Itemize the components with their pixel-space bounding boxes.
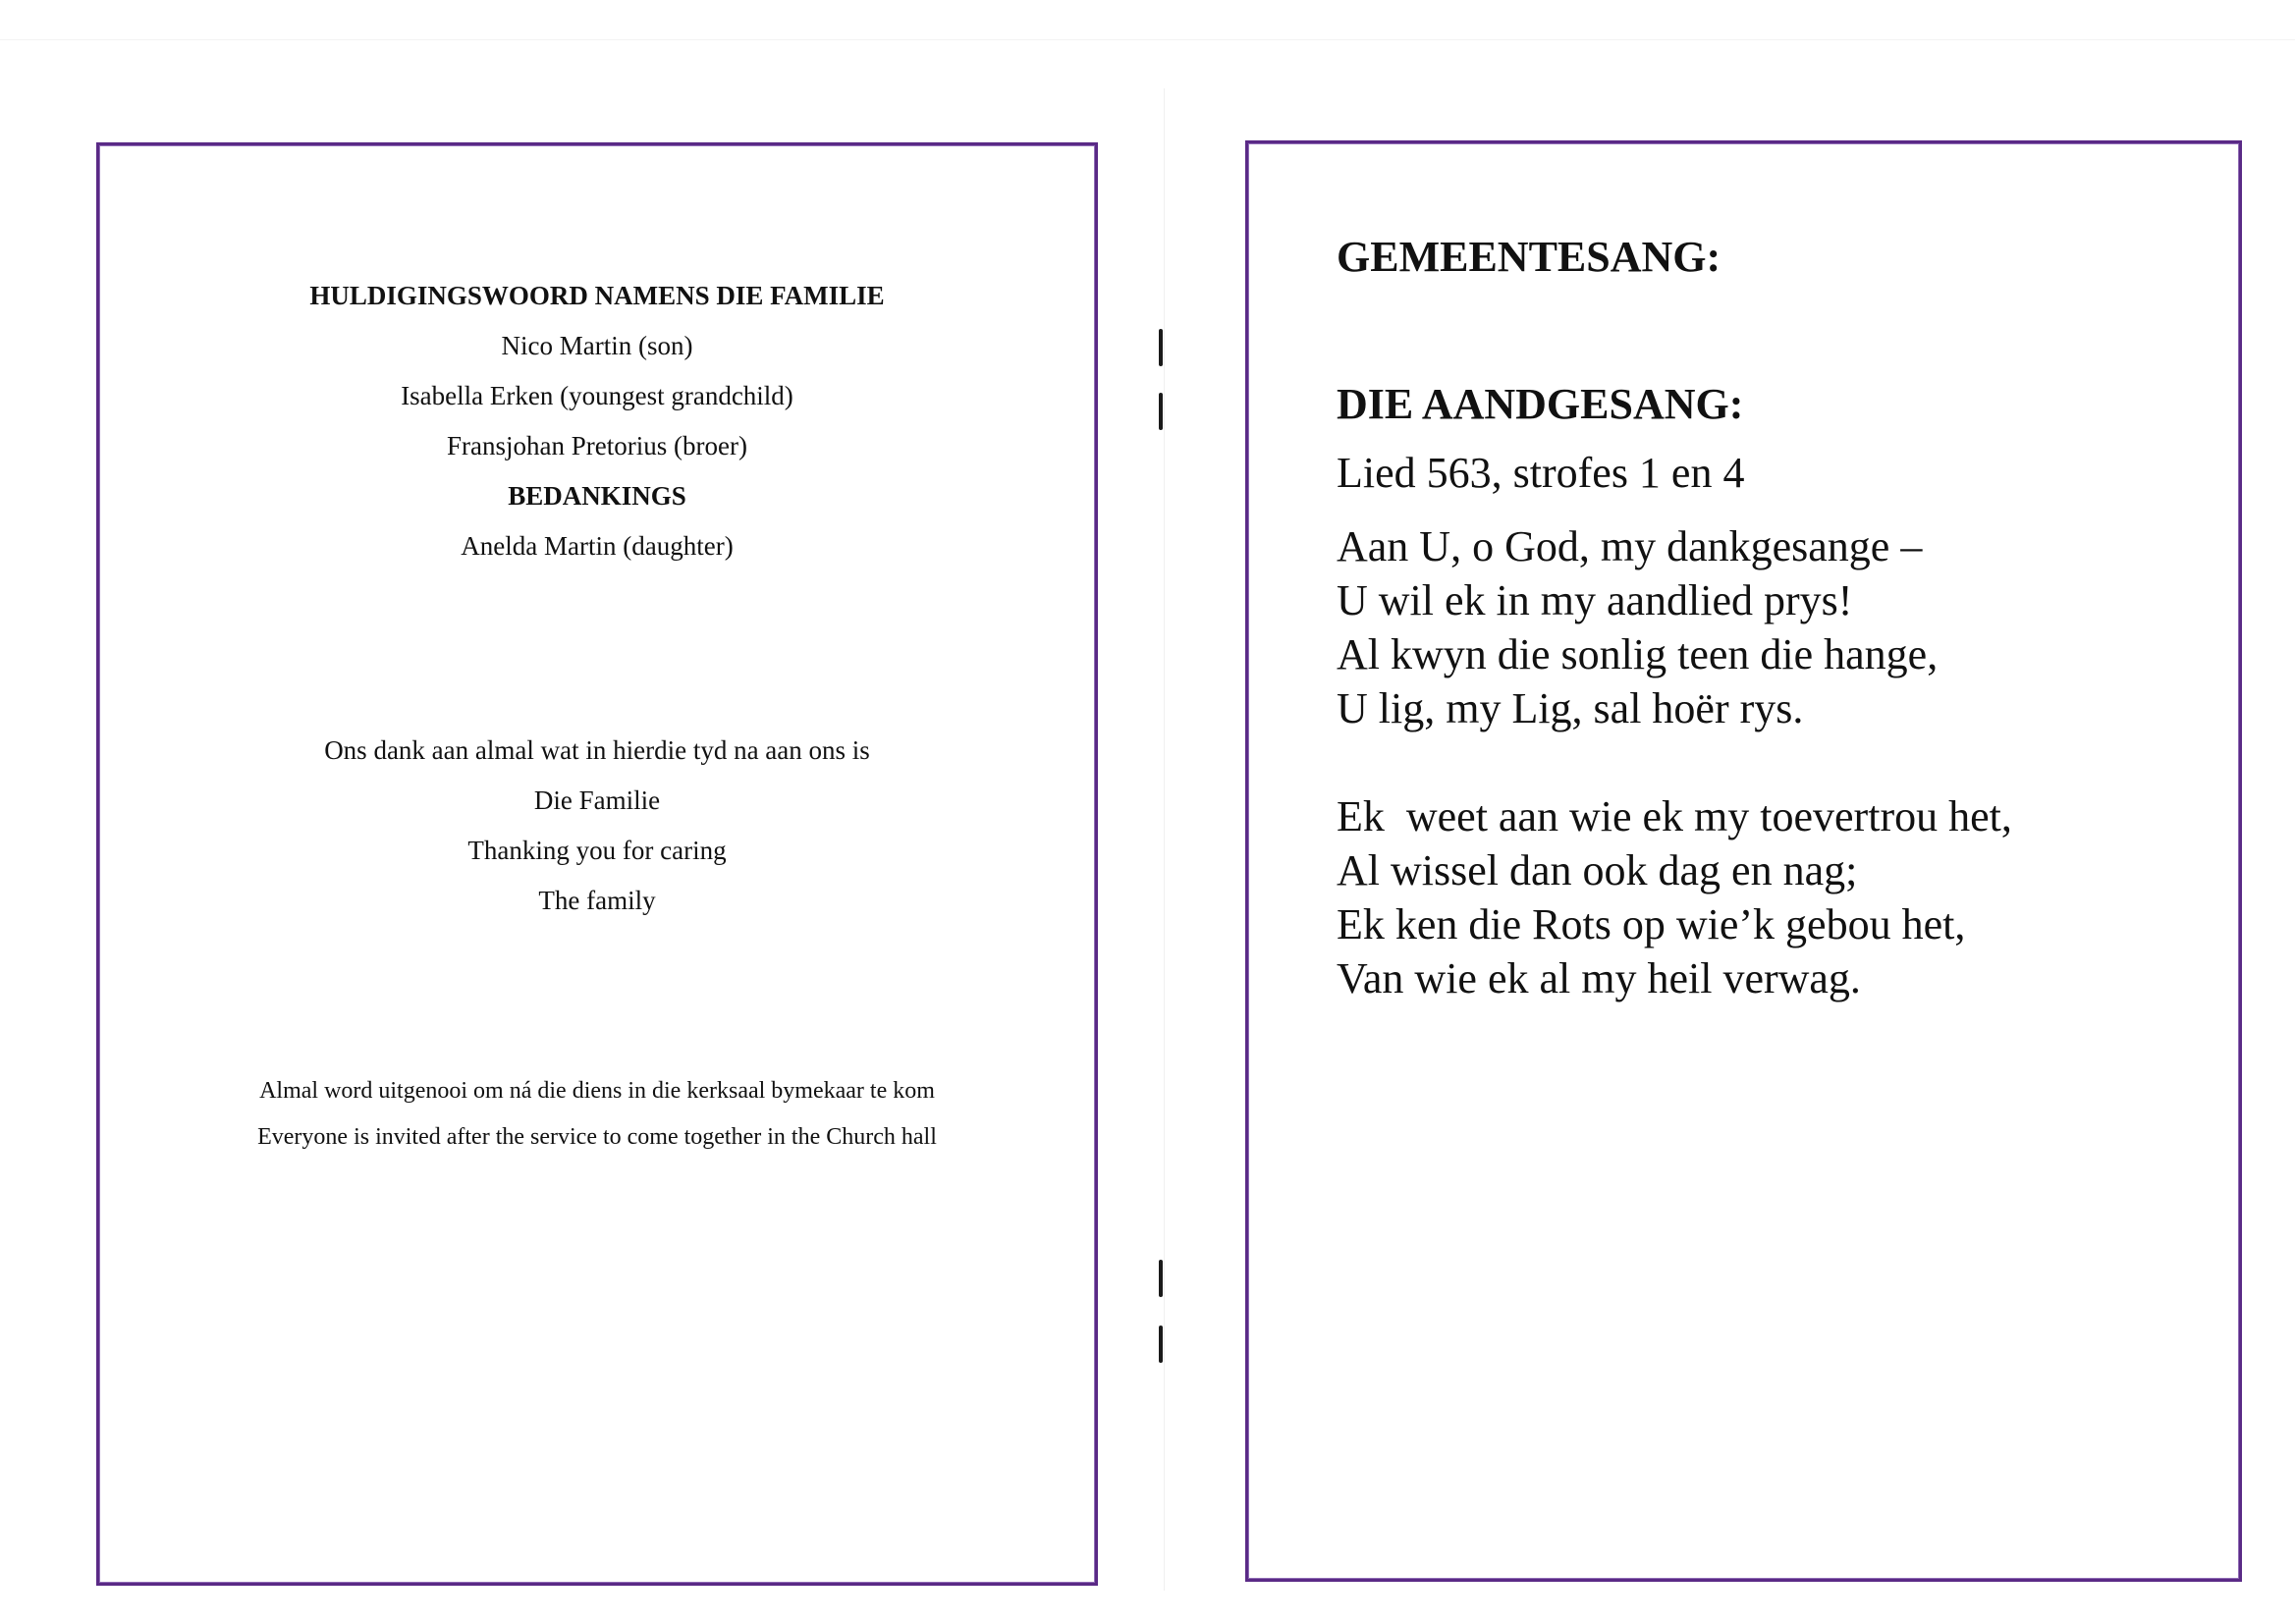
verse-2-line-1: Ek weet aan wie ek my toevertrou het, xyxy=(1337,792,2012,840)
invitation-section xyxy=(99,1068,1095,1161)
hymn-section xyxy=(1337,228,2201,1005)
booklet-fold-line xyxy=(1164,88,1165,1591)
right-page xyxy=(1245,140,2242,1582)
invitation-afrikaans: Almal word uitgenooi om ná die diens in die kerksaal bymekaar te kom xyxy=(259,1078,935,1104)
verse-2-line-4: Van wie ek al my heil verwag. xyxy=(1337,954,1861,1002)
gratitude-line-2: Die Familie xyxy=(533,785,661,815)
verse-2 xyxy=(1337,789,2201,1005)
scan-top-edge xyxy=(0,39,2295,40)
congregational-song-heading: GEMEENTESANG: xyxy=(1337,233,1721,281)
staple-3 xyxy=(1159,1260,1163,1297)
staple-2 xyxy=(1159,393,1163,430)
tribute-section xyxy=(99,271,1095,571)
left-page xyxy=(96,142,1098,1586)
speaker-1: Nico Martin (son) xyxy=(501,331,693,360)
staple-4 xyxy=(1159,1326,1163,1363)
evening-song-heading: DIE AANDGESANG: xyxy=(1337,380,1744,428)
hymn-reference: Lied 563, strofes 1 en 4 xyxy=(1337,449,1745,497)
verse-1-line-1: Aan U, o God, my dankgesange – xyxy=(1337,522,1923,570)
gratitude-line-3: Thanking you for caring xyxy=(467,836,727,865)
verse-2-line-2: Al wissel dan ook dag en nag; xyxy=(1337,846,1858,894)
gratitude-section xyxy=(99,726,1095,926)
thanks-heading: BEDANKINGS xyxy=(508,481,686,511)
speaker-3: Fransjohan Pretorius (broer) xyxy=(447,431,747,460)
gratitude-line-4: The family xyxy=(538,886,656,915)
staple-1 xyxy=(1159,329,1163,366)
thanks-speaker: Anelda Martin (daughter) xyxy=(461,531,734,561)
speaker-2: Isabella Erken (youngest grandchild) xyxy=(401,381,793,410)
verse-1-line-2: U wil ek in my aandlied prys! xyxy=(1337,576,1853,624)
verse-2-line-3: Ek ken die Rots op wie’k gebou het, xyxy=(1337,900,1966,948)
gratitude-line-1: Ons dank aan almal wat in hierdie tyd na aan ons is xyxy=(324,735,870,765)
verse-1 xyxy=(1337,519,2201,735)
invitation-english: Everyone is invited after the service to come together in the Church hall xyxy=(257,1124,937,1150)
verse-1-line-4: U lig, my Lig, sal hoër rys. xyxy=(1337,684,1804,732)
verse-1-line-3: Al kwyn die sonlig teen die hange, xyxy=(1337,630,1939,678)
tribute-heading: HULDIGINGSWOORD NAMENS DIE FAMILIE xyxy=(309,281,885,310)
